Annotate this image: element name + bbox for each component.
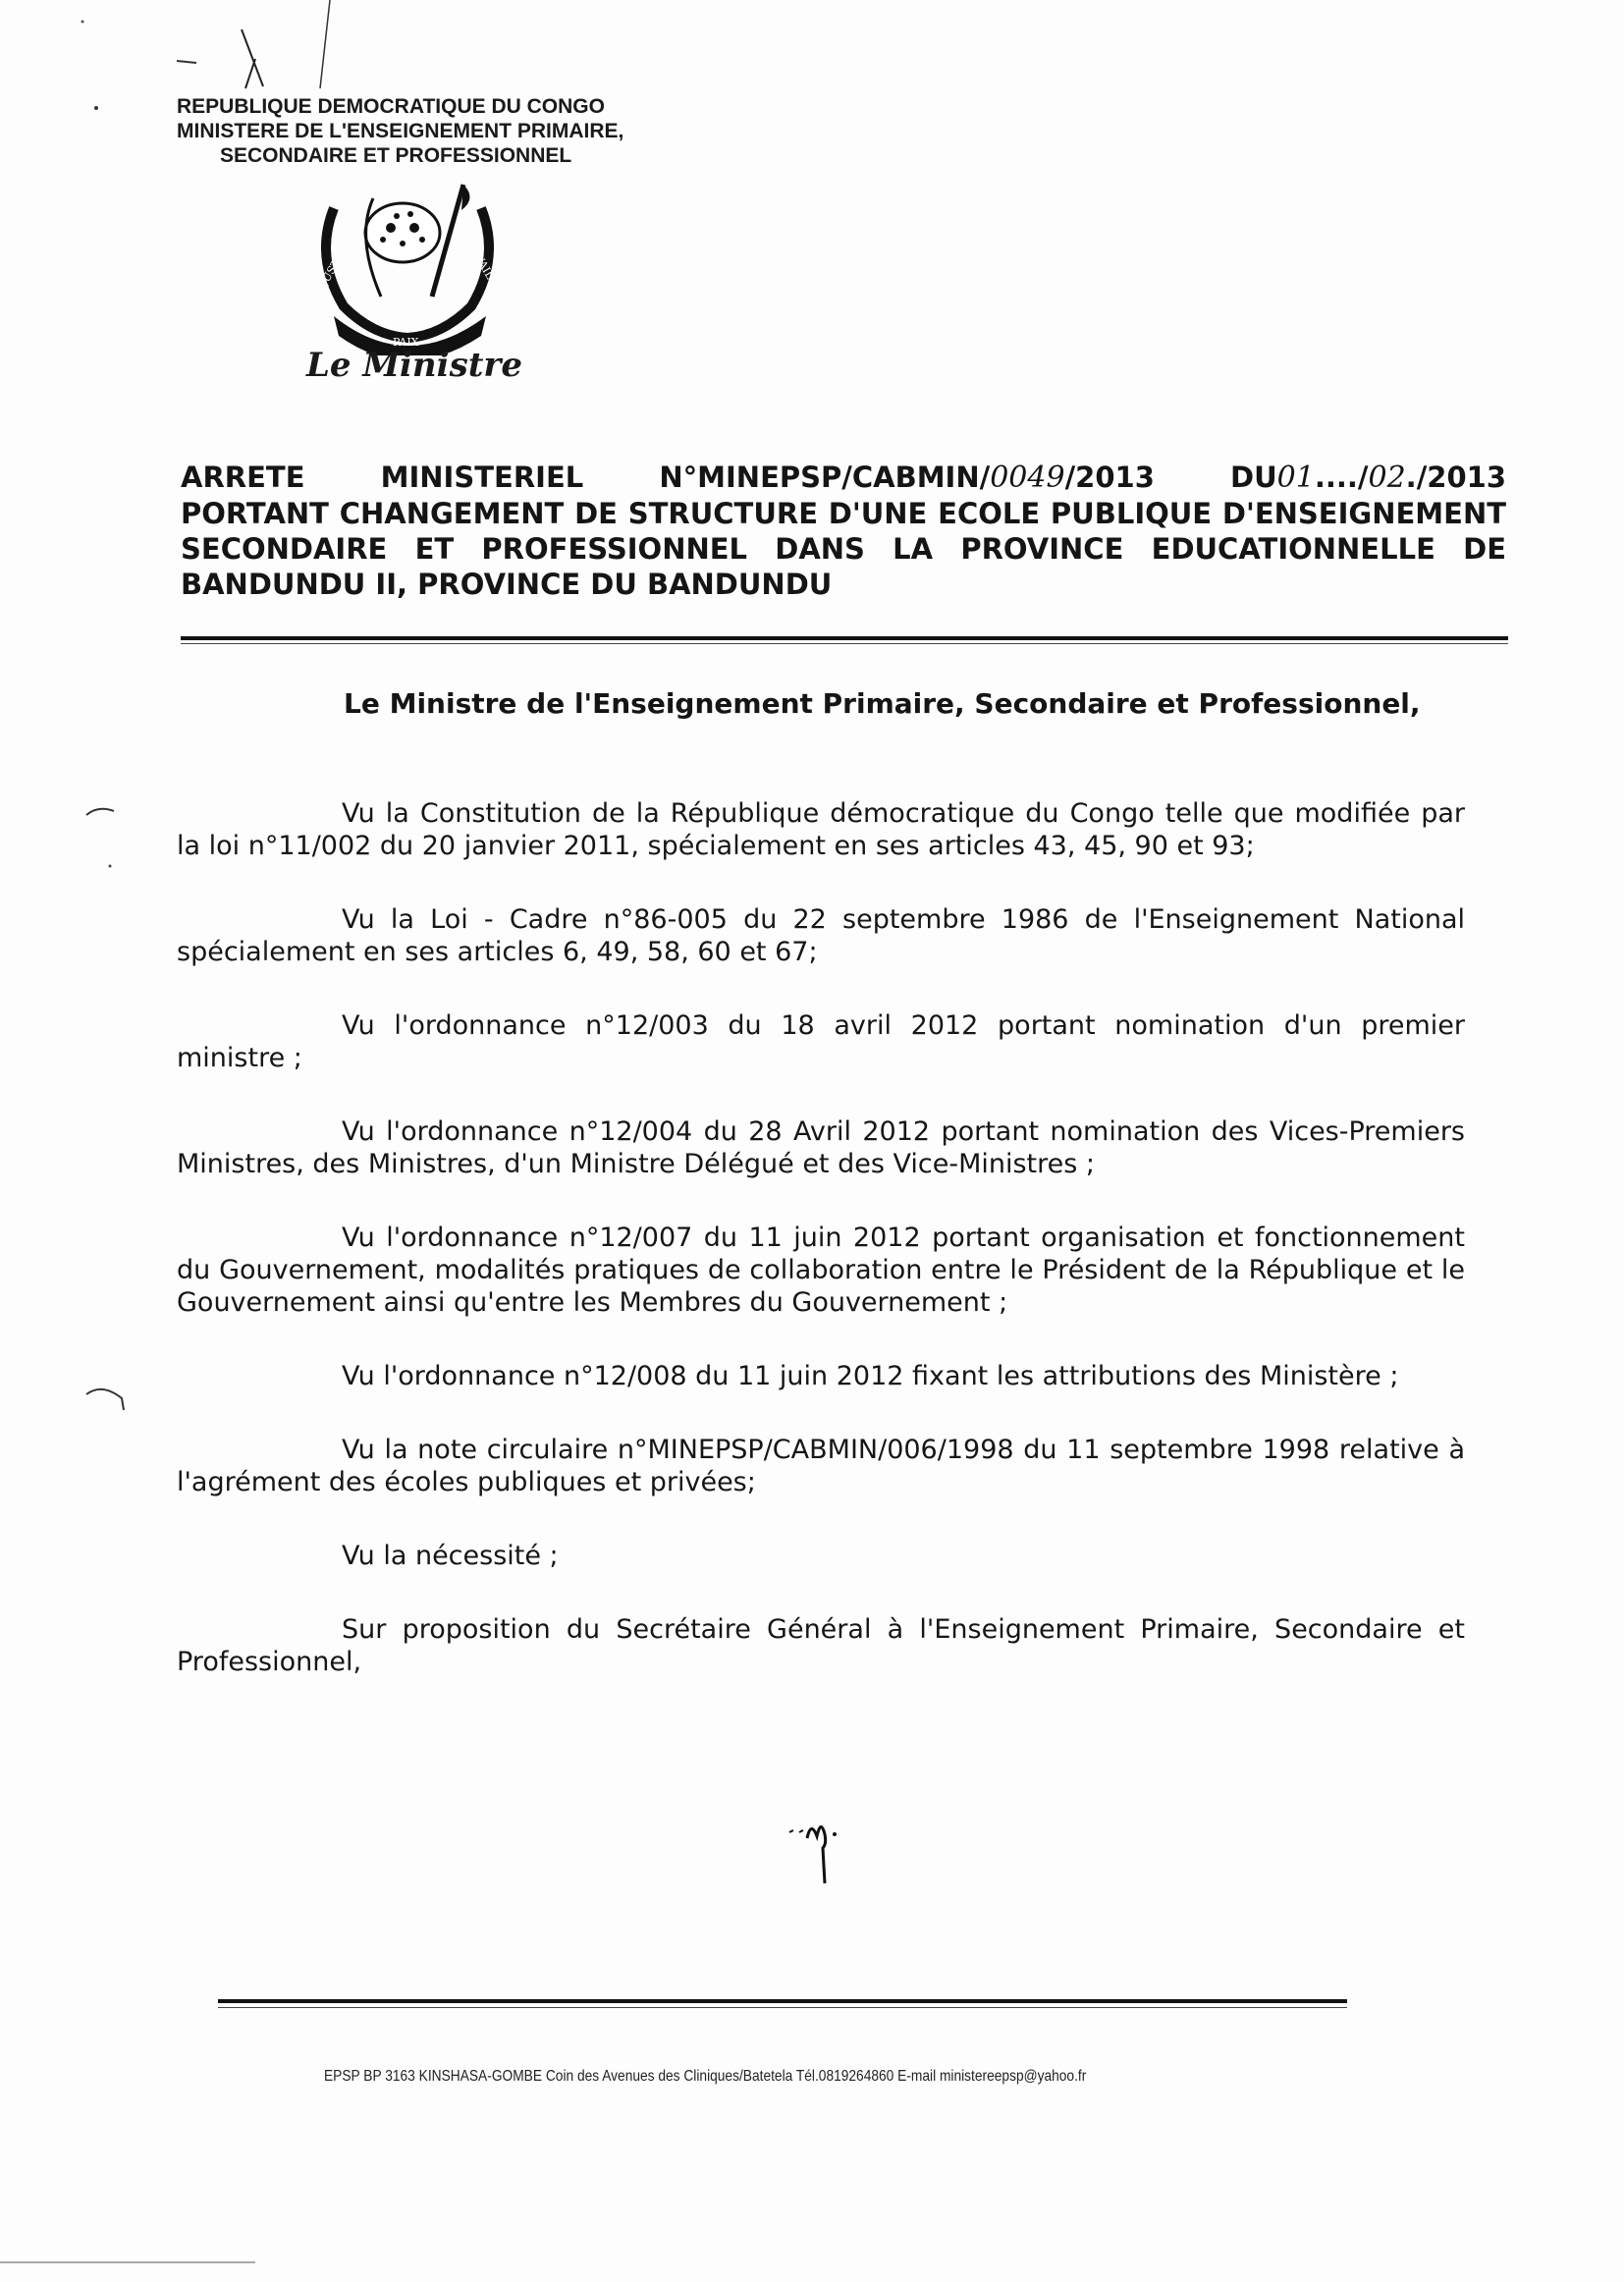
minister-heading: Le Ministre [306, 346, 522, 385]
coat-of-arms-icon [295, 179, 520, 355]
title-rule [181, 636, 1508, 640]
letterhead-line: MINISTERE DE L'ENSEIGNEMENT PRIMAIRE, [177, 120, 624, 142]
emblem-text-left: JUSTICE [317, 240, 353, 289]
preamble-paragraph: Sur proposition du Secrétaire Général à l'Enseignement Primaire, Secondaire et Professionnel, [177, 1614, 1465, 1677]
title-rule-thin [181, 643, 1508, 644]
footer-address: EPSP BP 3163 KINSHASA-GOMBE Coin des Avenues des Cliniques/Batetela Tél.0819264860 E-mail ministereepsp@yahoo.fr [324, 2068, 1087, 2085]
decree-number [659, 460, 1155, 496]
preamble-paragraph: Vu la Constitution de la République démocratique du Congo telle que modifiée par la loi n°11/002 du 20 janvier 2011, spécialement en ses articles 43, 45, 90 et 93; [177, 798, 1465, 861]
preamble-paragraph: Vu la nécessité ; [342, 1541, 559, 1571]
letterhead-line: REPUBLIQUE DEMOCRATIQUE DU CONGO [177, 95, 605, 118]
minister-statement: Le Ministre de l'Enseignement Primaire, Secondaire et Professionnel, [344, 687, 1421, 720]
handwritten-month: 02 [1368, 461, 1406, 495]
preamble-paragraph: Vu la note circulaire n°MINEPSP/CABMIN/006/1998 du 11 septembre 1998 relative à l'agrément des écoles publiques et privées; [177, 1435, 1465, 1497]
preamble-paragraph: Vu l'ordonnance n°12/008 du 11 juin 2012 fixant les attributions des Ministère ; [342, 1361, 1399, 1391]
emblem-text-bottom: PAIX [393, 336, 419, 349]
preamble-paragraph: Vu la Loi - Cadre n°86-005 du 22 septembre 1986 de l'Enseignement National spécialement en ses articles 6, 49, 58, 60 et 67; [177, 904, 1465, 967]
date-separator: ..../ [1314, 461, 1369, 494]
decree-date-prefix: DU [1230, 461, 1277, 494]
title-line: SECONDAIRE ET PROFESSIONNEL DANS LA PROVINCE EDUCATIONNELLE DE [181, 532, 1506, 566]
footer-rule-thin [218, 2007, 1347, 2008]
preamble-paragraph: Vu l'ordonnance n°12/007 du 11 juin 2012 portant organisation et fonctionnement du Gouvernement, modalités pratiques de collaboration entre le Président de la République et le Gouvernement ainsi qu'entre les Membres du Gouvernement ; [177, 1222, 1465, 1318]
decree-date-year: ./2013 [1405, 461, 1506, 494]
decree-number-year: /2013 [1064, 461, 1155, 494]
footer-rule [218, 1999, 1347, 2003]
handwritten-day: 01 [1276, 461, 1315, 495]
letterhead-line: SECONDAIRE ET PROFESSIONNEL [220, 144, 572, 167]
title-word: MINISTERIEL [380, 461, 584, 494]
preamble-paragraph: Vu l'ordonnance n°12/003 du 18 avril 2012 portant nomination d'un premier ministre ; [177, 1010, 1465, 1073]
title-line: BANDUNDU II, PROVINCE DU BANDUNDU [181, 568, 833, 601]
emblem-text-right: TRAVAIL [460, 233, 497, 282]
title-line: PORTANT CHANGEMENT DE STRUCTURE D'UNE ECOLE PUBLIQUE D'ENSEIGNEMENT [181, 497, 1506, 530]
letterhead [177, 94, 727, 168]
decree-date [1230, 460, 1506, 496]
decree-number-prefix: N°MINEPSP/CABMIN/ [659, 461, 991, 494]
decree-reference [181, 460, 1506, 496]
preamble-paragraph: Vu l'ordonnance n°12/004 du 28 Avril 2012 portant nomination des Vices-Premiers Ministres, des Ministres, d'un Ministre Délégué et des Vice-Ministres ; [177, 1116, 1465, 1179]
decree-title [181, 460, 1506, 602]
preamble [177, 797, 1465, 1719]
initials-signature-icon [785, 1809, 844, 1887]
title-word: ARRETE [181, 461, 305, 494]
handwritten-number: 0049 [990, 461, 1065, 495]
